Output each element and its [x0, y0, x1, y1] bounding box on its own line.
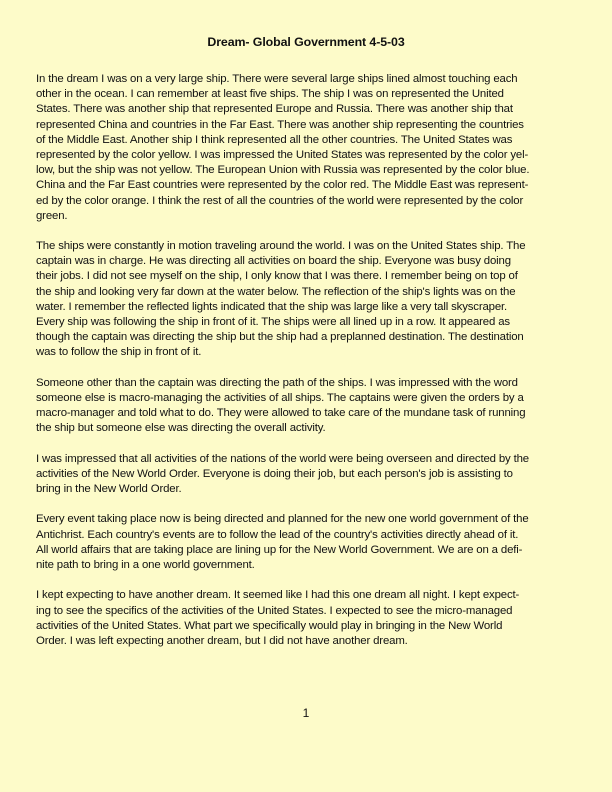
text-line: bring in the New World Order.: [36, 483, 182, 496]
text-line: Every ship was following the ship in front of it. The ships were all lined up in a row. It appeared as: [36, 316, 510, 328]
text-line: I kept expecting to have another dream. It seemed like I had this one dream all night. I kept expect-: [36, 589, 520, 602]
text-line: Antichrist. Each country's events are to follow the lead of the country's activities directly ahead of it.: [36, 528, 519, 541]
text-line: Order. I was left expecting another dream, but I did not have another dream.: [36, 634, 408, 647]
text-line: Every event taking place now is being directed and planned for the new one world government of the: [36, 513, 529, 526]
paragraph-4: [36, 452, 576, 498]
text-line: ed by the color orange. I think the rest of all the countries of the world were represented by the color: [36, 194, 524, 207]
text-line: was to follow the ship in front of it.: [36, 346, 202, 359]
text-line: States. There was another ship that represented Europe and Russia. There was another ship that: [36, 103, 513, 116]
text-line: Someone other than the captain was directing the path of the ships. I was impressed with the word: [36, 376, 518, 389]
text-line: the ship but someone else was directing the overall activity.: [36, 422, 326, 435]
text-line: of the Middle East. Another ship I think represented all the other countries. The United States was: [36, 133, 513, 146]
text-line: their jobs. I did not see myself on the ship, I only know that I was there. I remember being on top of: [36, 270, 518, 283]
text-line: other in the ocean. I can remember at least five ships. The ship I was on represented the United: [36, 88, 504, 101]
document-title: Dream- Global Government 4-5-03: [207, 35, 405, 49]
text-line: green.: [36, 209, 68, 222]
paragraph-2: [36, 239, 576, 361]
text-line: captain was in charge. He was directing all activities on board the ship. Everyone was busy doing: [36, 255, 511, 268]
text-line: The ships were constantly in motion traveling around the world. I was on the United States ship. The: [36, 240, 526, 253]
text-line: All world affairs that are taking place are lining up for the New World Government. We are on a defi-: [36, 543, 523, 556]
text-line: China and the Far East countries were represented by the color red. The Middle East was represent-: [36, 179, 529, 192]
text-line: someone else is macro-managing the activities of all ships. The captains were given the orders by a: [36, 391, 524, 404]
text-line: I was impressed that all activities of the nations of the world were being overseen and directed by the: [36, 452, 529, 465]
document-body: [36, 72, 576, 664]
text-line: represented by the color yellow. I was impressed the United States was represented by the color yel-: [36, 148, 529, 161]
text-line: water. I remember the reflected lights indicated that the ship was large like a very tall skyscraper.: [36, 300, 508, 313]
text-line: ing to see the specifics of the activities of the United States. I expected to see the micro-managed: [36, 604, 513, 617]
text-line: low, but the ship was not yellow. The European Union with Russia was represented by the color blue.: [36, 164, 530, 177]
text-line: activities of the New World Order. Everyone is doing their job, but each person's job is assisting to: [36, 467, 513, 480]
text-line: nite path to bring in a one world government.: [36, 559, 255, 571]
text-line: activities of the United States. What part we specifically would play in bringing in the New World: [36, 619, 503, 632]
paragraph-1: [36, 72, 576, 224]
text-line: represented China and countries in the Far East. There was another ship representing the countries: [36, 118, 524, 131]
paragraph-5: [36, 512, 576, 573]
text-line: In the dream I was on a very large ship. There were several large ships lined almost touching each: [36, 73, 518, 85]
text-line: though the captain was directing the ship but the ship had a preplanned destination. The destination: [36, 331, 524, 344]
text-line: the ship and looking very far down at the water below. The reflection of the ship's lights was on the: [36, 285, 516, 298]
paragraph-3: [36, 376, 576, 437]
page-number: 1: [302, 706, 310, 720]
text-line: macro-manager and told what to do. They were allowed to take care of the mundane task of running: [36, 407, 526, 420]
paragraph-6: [36, 588, 576, 649]
